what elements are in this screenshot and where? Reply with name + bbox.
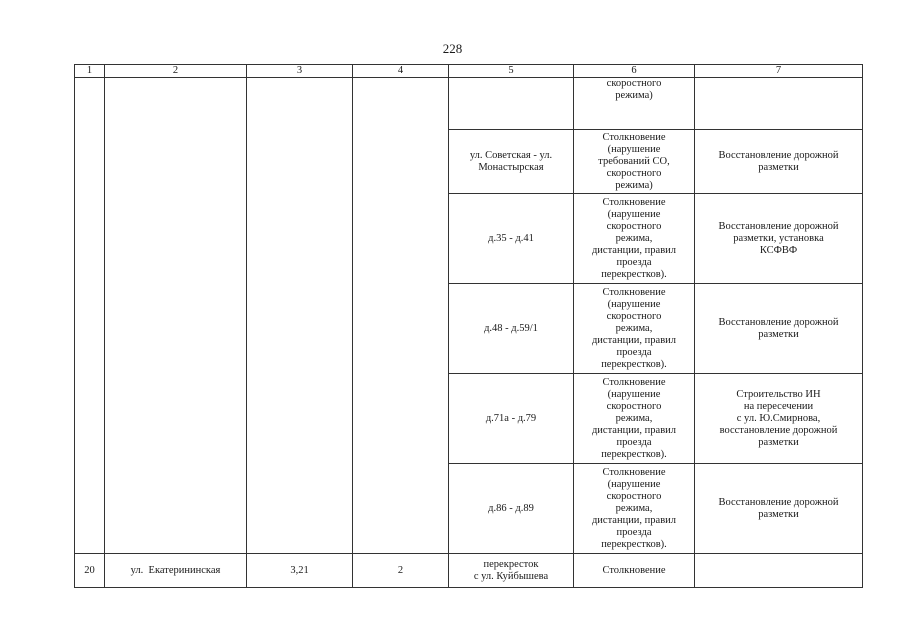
location-cell: [449, 78, 574, 130]
measures-cell: Восстановление дорожной разметки, установка КСФВФ: [695, 194, 863, 284]
violation-cell: Столкновение (нарушение скоростного режима, дистанции, правил проезда перекрестков).: [574, 374, 695, 464]
measures-cell: Восстановление дорожной разметки: [695, 284, 863, 374]
violation-cell: Столкновение (нарушение скоростного режима, дистанции, правил проезда перекрестков).: [574, 284, 695, 374]
street-cell: ул. Екатерининская: [105, 554, 247, 588]
column-header-5: 5: [449, 65, 574, 78]
location-cell: д.48 - д.59/1: [449, 284, 574, 374]
location-cell: д.86 - д.89: [449, 464, 574, 554]
column-header-1: 1: [75, 65, 105, 78]
violation-cell: скоростного режима): [574, 78, 695, 130]
accident-table: [74, 64, 863, 588]
column-header-7: 7: [695, 65, 863, 78]
column-header-2: 2: [105, 65, 247, 78]
col4-cell: 2: [353, 554, 449, 588]
measures-cell: Строительство ИН на пересечении с ул. Ю.Смирнова, восстановление дорожной разметки: [695, 374, 863, 464]
location-cell: д.35 - д.41: [449, 194, 574, 284]
column-number-header-row: [75, 65, 863, 78]
col3-cell: 3,21: [247, 554, 353, 588]
violation-cell: Столкновение (нарушение скоростного режима, дистанции, правил проезда перекрестков).: [574, 194, 695, 284]
measures-cell: Восстановление дорожной разметки: [695, 464, 863, 554]
column-header-6: 6: [574, 65, 695, 78]
measures-cell: [695, 554, 863, 588]
row-number-cell: [75, 78, 105, 554]
page-number: 228: [442, 41, 463, 56]
table-row: [75, 78, 863, 130]
location-cell: ул. Советская - ул. Монастырская: [449, 130, 574, 194]
violation-cell: Столкновение (нарушение требований СО, скоростного режима): [574, 130, 695, 194]
violation-cell: Столкновение: [574, 554, 695, 588]
col3-cell: [247, 78, 353, 554]
col4-cell: [353, 78, 449, 554]
column-header-3: 3: [247, 65, 353, 78]
table-row: [75, 554, 863, 588]
location-cell: перекресток с ул. Куйбышева: [449, 554, 574, 588]
street-cell: [105, 78, 247, 554]
column-header-4: 4: [353, 65, 449, 78]
location-cell: д.71а - д.79: [449, 374, 574, 464]
measures-cell: Восстановление дорожной разметки: [695, 130, 863, 194]
measures-cell: [695, 78, 863, 130]
row-number-cell: 20: [75, 554, 105, 588]
violation-cell: Столкновение (нарушение скоростного режима, дистанции, правил проезда перекрестков).: [574, 464, 695, 554]
